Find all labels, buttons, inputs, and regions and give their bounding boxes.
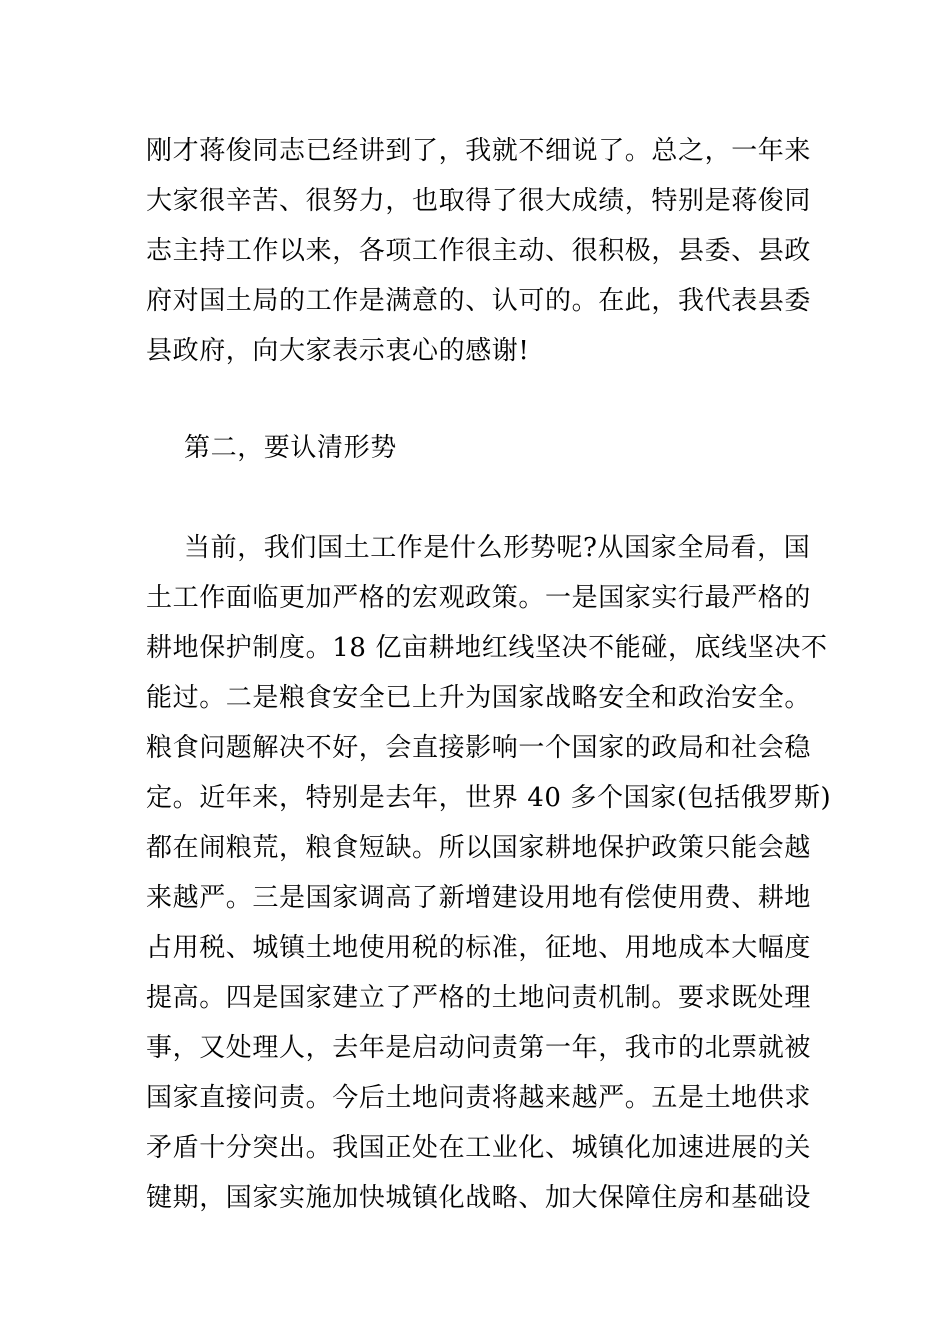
paragraph-2-line: 粮食问题解决不好，会直接影响一个国家的政局和社会稳 (146, 733, 812, 763)
paragraph-1-line: 志主持工作以来，各项工作很主动、很积极，县委、县政 (146, 236, 812, 266)
paragraph-1-line: 刚才蒋俊同志已经讲到了，我就不细说了。总之，一年来 (146, 136, 812, 166)
paragraph-1-line: 府对国土局的工作是满意的、认可的。在此，我代表县委 (146, 286, 812, 316)
paragraph-2-line: 耕地保护制度。18 亿亩耕地红线坚决不能碰，底线坚决不 (146, 633, 828, 663)
paragraph-2-line: 都在闹粮荒，粮食短缺。所以国家耕地保护政策只能会越 (146, 833, 812, 863)
paragraph-2-line: 当前，我们国土工作是什么形势呢?从国家全局看，国 (184, 533, 811, 563)
paragraph-2-line: 矛盾十分突出。我国正处在工业化、城镇化加速进展的关 (146, 1133, 812, 1163)
paragraph-1-line: 县政府，向大家表示衷心的感谢! (146, 336, 530, 366)
paragraph-2-line: 来越严。三是国家调高了新增建设用地有偿使用费、耕地 (146, 883, 812, 913)
paragraph-2-line: 国家直接问责。今后土地问责将越来越严。五是土地供求 (146, 1083, 812, 1113)
section-heading: 第二，要认清形势 (184, 433, 397, 463)
paragraph-2-line: 事，又处理人，去年是启动问责第一年，我市的北票就被 (146, 1033, 812, 1063)
paragraph-2-line: 定。近年来，特别是去年，世界 40 多个国家(包括俄罗斯) (146, 783, 832, 813)
paragraph-2-line: 能过。二是粮食安全已上升为国家战略安全和政治安全。 (146, 683, 812, 713)
paragraph-2-line: 键期，国家实施加快城镇化战略、加大保障住房和基础设 (146, 1183, 812, 1213)
paragraph-2-line: 土工作面临更加严格的宏观政策。一是国家实行最严格的 (146, 583, 812, 613)
paragraph-2-line: 提高。四是国家建立了严格的土地问责机制。要求既处理 (146, 983, 812, 1013)
paragraph-1-line: 大家很辛苦、很努力，也取得了很大成绩，特别是蒋俊同 (146, 186, 812, 216)
paragraph-2-line: 占用税、城镇土地使用税的标准，征地、用地成本大幅度 (146, 933, 812, 963)
